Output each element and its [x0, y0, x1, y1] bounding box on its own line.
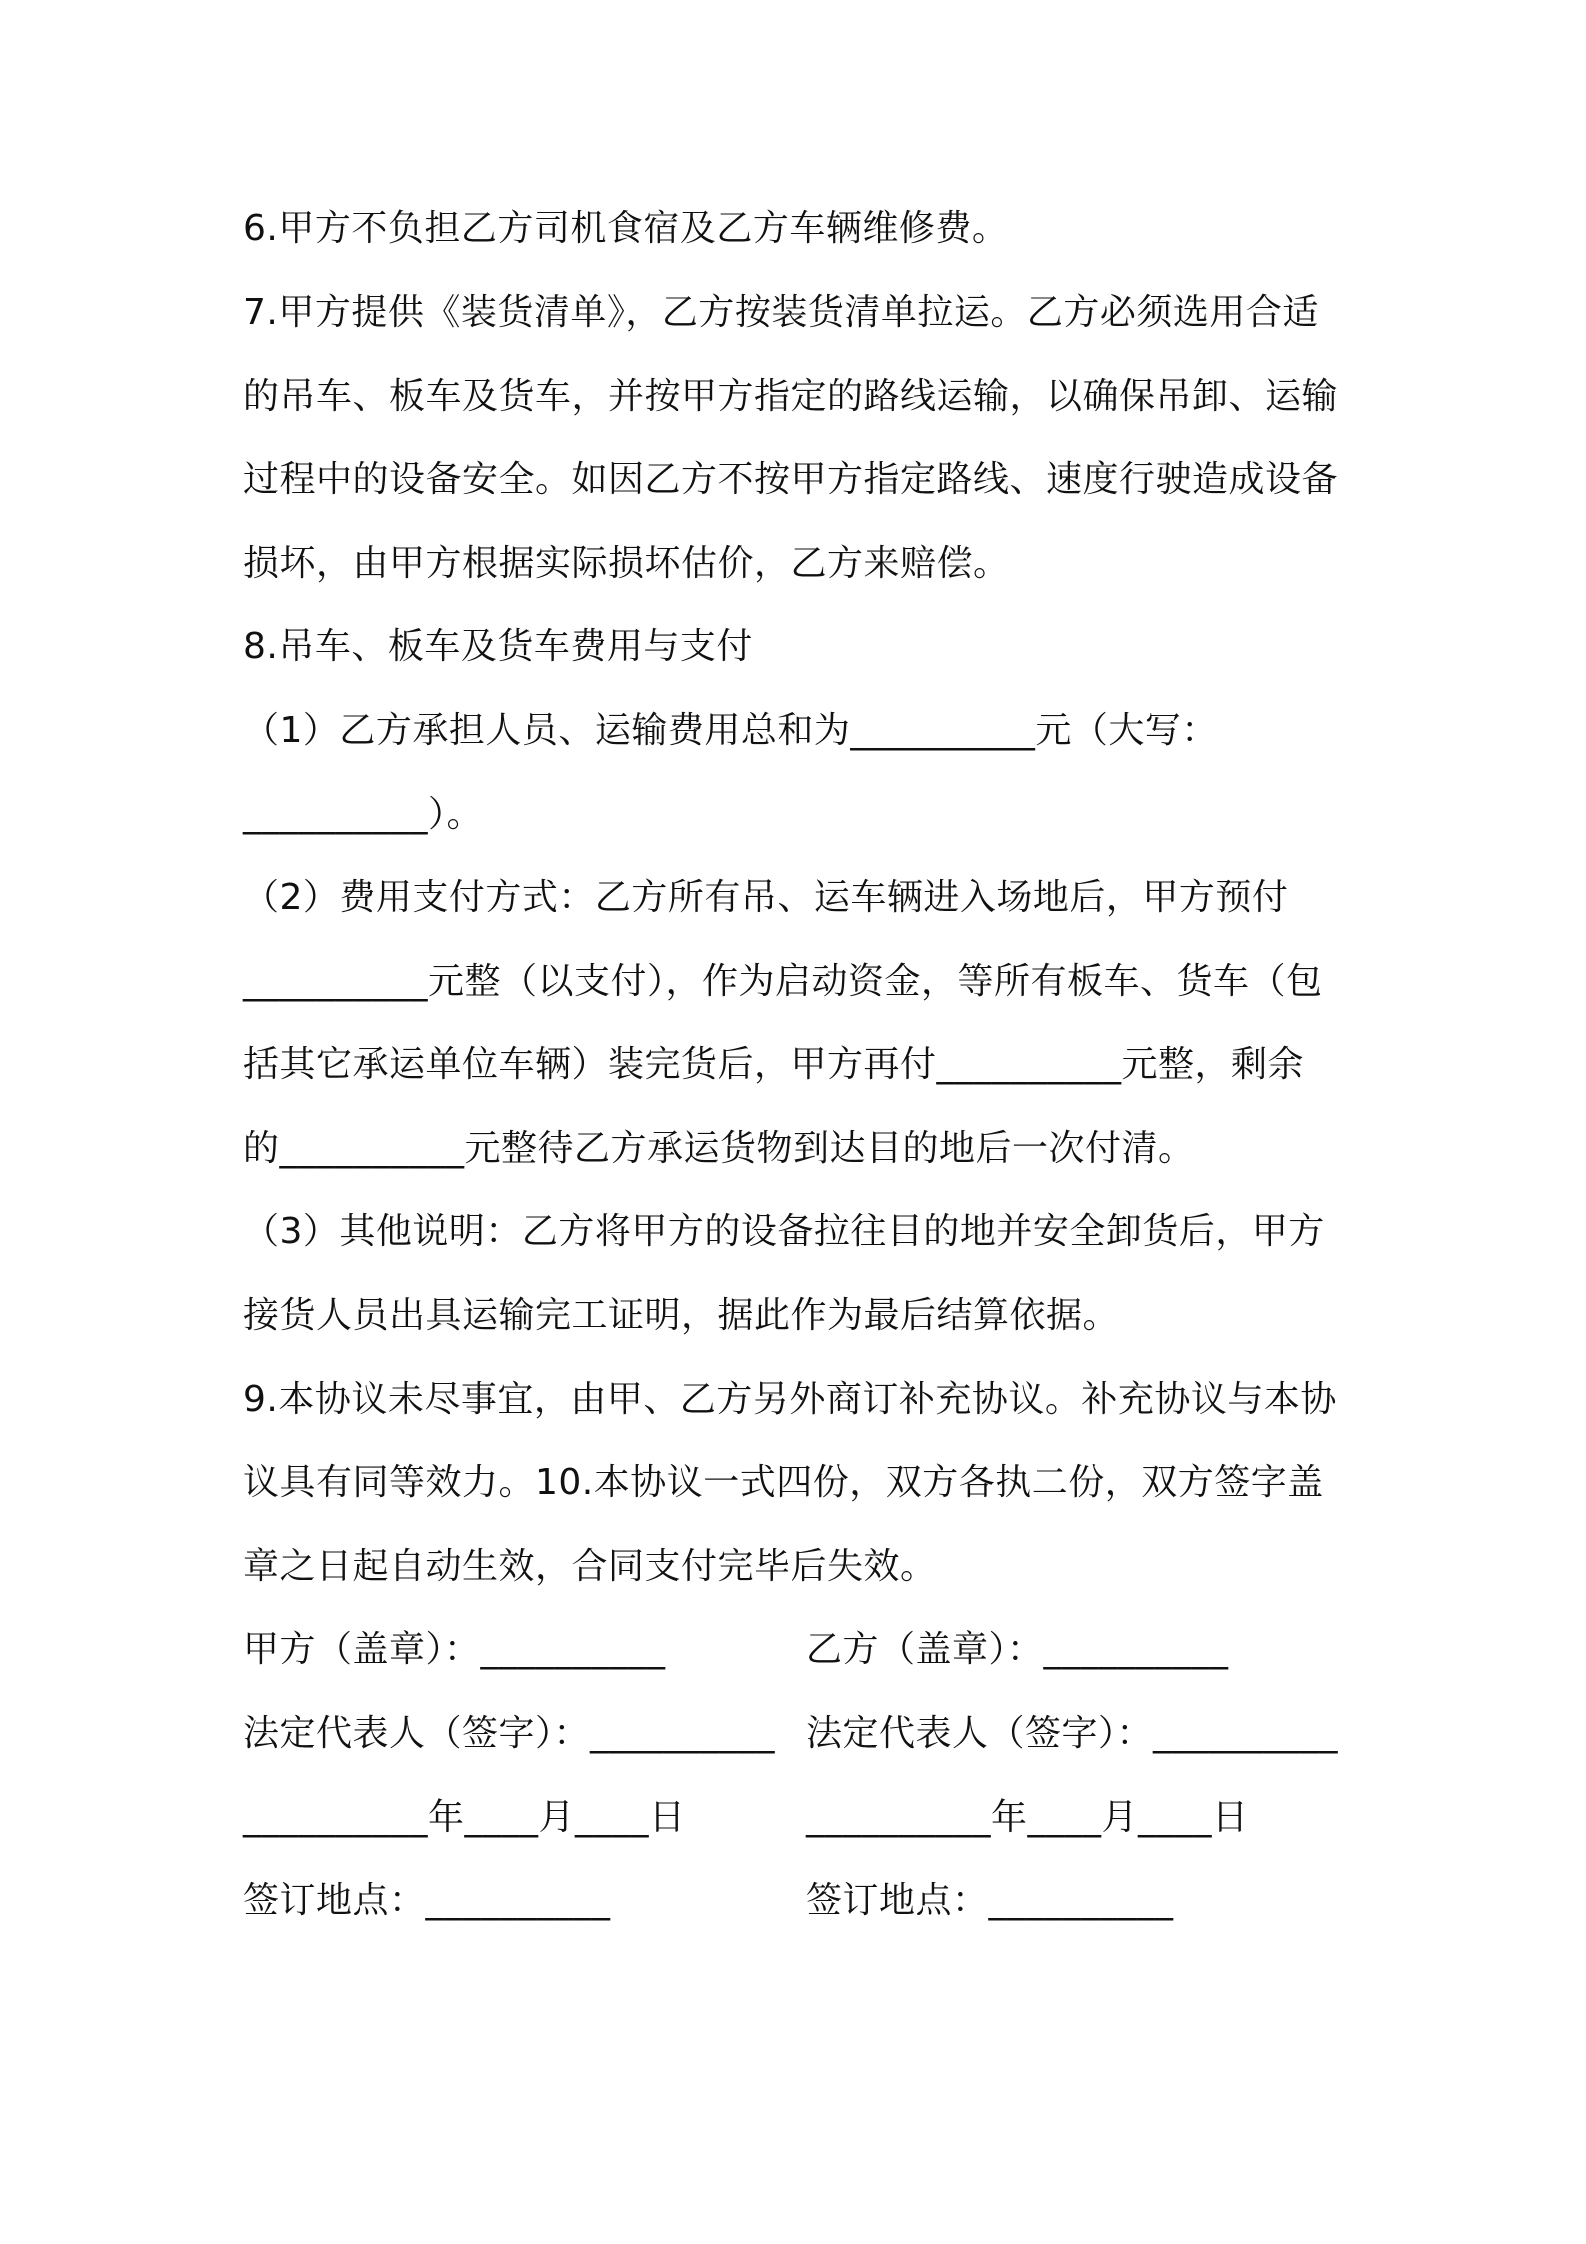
party-b-representative: 法定代表人（签字）：__________: [806, 1713, 1339, 1754]
clause-8-2-line-2: __________元整（以支付），作为启动资金，等所有板车、货车（包: [243, 961, 1323, 1002]
party-b-place: 签订地点：__________: [806, 1880, 1174, 1921]
party-b-date: __________年____月____日: [806, 1797, 1249, 1838]
party-a-date: __________年____月____日: [243, 1797, 686, 1838]
party-a-representative: 法定代表人（签字）：__________: [243, 1713, 776, 1754]
clause-8-3-line-1: （3）其他说明：乙方将甲方的设备拉往目的地并安全卸货后，甲方: [243, 1211, 1325, 1252]
clause-7-line-3: 过程中的设备安全。如因乙方不按甲方指定路线、速度行驶造成设备: [243, 459, 1339, 500]
clause-8-2-line-3: 括其它承运单位车辆）装完货后，甲方再付__________元整，剩余: [243, 1044, 1305, 1085]
clause-8-2-line-4: 的__________元整待乙方承运货物到达目的地后一次付清。: [243, 1128, 1195, 1169]
clause-7-line-4: 损坏，由甲方根据实际损坏估价，乙方来赔偿。: [243, 543, 1010, 584]
clause-7-line-2: 的吊车、板车及货车，并按甲方指定的路线运输，以确保吊卸、运输: [243, 376, 1339, 417]
clause-9-line-1: 9.本协议未尽事宜，由甲、乙方另外商订补充协议。补充协议与本协: [243, 1379, 1337, 1420]
clause-8-1-line-2: __________）。: [243, 794, 484, 835]
clause-9-line-3: 章之日起自动生效，合同支付完毕后失效。: [243, 1546, 937, 1587]
clause-8-heading: 8.吊车、板车及货车费用与支付: [243, 626, 753, 667]
clause-9-line-2: 议具有同等效力。10.本协议一式四份，双方各执二份，双方签字盖: [243, 1462, 1324, 1503]
party-b-seal: 乙方（盖章）：__________: [806, 1629, 1229, 1670]
clause-7-line-1: 7.甲方提供《装货清单》，乙方按装货清单拉运。乙方必须选用合适: [243, 292, 1319, 333]
clause-6: 6.甲方不负担乙方司机食宿及乙方车辆维修费。: [243, 208, 1009, 249]
clause-8-1-line-1: （1）乙方承担人员、运输费用总和为__________元（大写：: [243, 710, 1218, 751]
clause-8-2-line-1: （2）费用支付方式：乙方所有吊、运车辆进入场地后，甲方预付: [243, 877, 1289, 918]
clause-8-3-line-2: 接货人员出具运输完工证明，据此作为最后结算依据。: [243, 1295, 1120, 1336]
party-a-place: 签订地点：__________: [243, 1880, 611, 1921]
party-a-seal: 甲方（盖章）：__________: [243, 1629, 666, 1670]
